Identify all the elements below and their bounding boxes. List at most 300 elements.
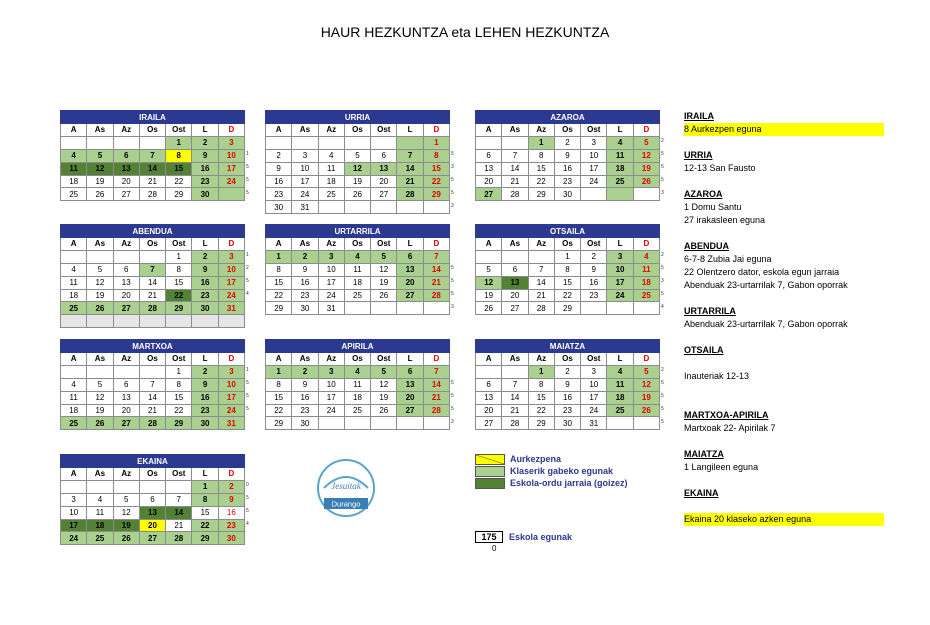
day-cell: 19 xyxy=(371,276,397,289)
weekday-header: As xyxy=(87,124,113,137)
day-cell xyxy=(476,136,502,149)
day-cell: 12 xyxy=(371,263,397,276)
weekday-header: A xyxy=(266,124,292,137)
week-count: 5 xyxy=(246,507,249,514)
week-count: 5 xyxy=(246,379,249,386)
day-cell xyxy=(192,315,218,328)
day-cell: 20 xyxy=(397,391,423,404)
day-cell: 29 xyxy=(528,417,554,430)
day-cell: 18 xyxy=(607,391,633,404)
day-cell: 30 xyxy=(192,188,218,201)
day-cell xyxy=(607,417,633,430)
day-cell: 12 xyxy=(87,391,113,404)
weekday-header: A xyxy=(476,353,502,366)
day-cell: 22 xyxy=(266,404,292,417)
legend-label: Aurkezpena xyxy=(510,454,562,464)
day-cell: 10 xyxy=(581,378,607,391)
day-cell xyxy=(292,136,318,149)
weekday-header: A xyxy=(61,238,87,251)
day-cell xyxy=(87,315,113,328)
day-cell: 17 xyxy=(292,175,318,188)
day-cell: 1 xyxy=(166,365,192,378)
day-cell: 20 xyxy=(113,175,139,188)
note-line: 6-7-8 Zubia Jai eguna xyxy=(684,254,772,264)
day-cell: 4 xyxy=(61,149,87,162)
day-cell: 23 xyxy=(192,289,218,302)
day-cell xyxy=(61,250,87,263)
day-cell: 21 xyxy=(139,289,165,302)
weekday-header: Az xyxy=(113,468,139,481)
day-cell: 8 xyxy=(166,378,192,391)
weekday-header: L xyxy=(192,124,218,137)
day-cell xyxy=(61,136,87,149)
day-cell: 19 xyxy=(476,289,502,302)
day-cell: 15 xyxy=(423,162,449,175)
day-cell: 10 xyxy=(292,162,318,175)
weekday-header: Ost xyxy=(166,238,192,251)
day-cell: 25 xyxy=(61,417,87,430)
day-cell: 5 xyxy=(371,365,397,378)
weekday-header: A xyxy=(476,124,502,137)
weekday-header: Ost xyxy=(581,124,607,137)
day-cell: 15 xyxy=(192,506,218,519)
day-cell: 11 xyxy=(61,162,87,175)
day-cell: 17 xyxy=(318,276,344,289)
day-cell: 25 xyxy=(607,404,633,417)
week-count: 5 xyxy=(451,379,454,386)
weekday-header: L xyxy=(607,238,633,251)
day-cell: 7 xyxy=(397,149,423,162)
week-count: 5 xyxy=(246,189,249,196)
month-otsaila xyxy=(475,224,664,315)
day-cell: 11 xyxy=(633,263,659,276)
day-cell: 21 xyxy=(528,289,554,302)
day-cell xyxy=(502,136,528,149)
day-cell: 24 xyxy=(318,289,344,302)
day-cell xyxy=(397,302,423,315)
day-cell: 28 xyxy=(528,302,554,315)
day-cell: 20 xyxy=(502,289,528,302)
day-cell: 12 xyxy=(113,506,139,519)
note-line xyxy=(684,500,884,513)
day-cell: 8 xyxy=(423,149,449,162)
month-ekaina xyxy=(60,454,249,545)
day-cell xyxy=(397,136,423,149)
note-heading: URRIA xyxy=(684,150,713,160)
weekday-header: As xyxy=(292,124,318,137)
day-cell: 6 xyxy=(397,250,423,263)
day-cell xyxy=(166,315,192,328)
weekday-header: Os xyxy=(139,353,165,366)
day-cell xyxy=(139,136,165,149)
day-cell: 22 xyxy=(266,289,292,302)
weekday-header: Os xyxy=(139,238,165,251)
day-cell: 7 xyxy=(139,149,165,162)
weekday-header: A xyxy=(476,238,502,251)
day-cell: 17 xyxy=(581,162,607,175)
week-count: 5 xyxy=(661,163,664,170)
day-cell: 30 xyxy=(192,417,218,430)
day-cell xyxy=(139,250,165,263)
weekday-header: Az xyxy=(318,124,344,137)
day-cell: 21 xyxy=(166,519,192,532)
note-line: 22 Olentzero dator, eskola egun jarraia xyxy=(684,267,840,277)
day-cell: 1 xyxy=(528,136,554,149)
day-cell: 14 xyxy=(502,391,528,404)
day-cell: 23 xyxy=(554,404,580,417)
weekday-header: L xyxy=(607,353,633,366)
weekday-header: Ost xyxy=(166,124,192,137)
school-days-value: 175 xyxy=(475,531,503,543)
day-cell: 3 xyxy=(218,136,244,149)
day-cell xyxy=(633,417,659,430)
day-cell: 30 xyxy=(554,417,580,430)
day-cell: 21 xyxy=(502,175,528,188)
day-cell: 28 xyxy=(502,417,528,430)
note-line: 27 irakasleen eguna xyxy=(684,215,766,225)
weekday-header: A xyxy=(61,468,87,481)
day-cell: 24 xyxy=(607,289,633,302)
day-cell: 7 xyxy=(139,378,165,391)
note-line: 12-13 San Fausto xyxy=(684,163,756,173)
day-cell: 31 xyxy=(581,417,607,430)
weekday-header: As xyxy=(502,238,528,251)
day-cell: 9 xyxy=(266,162,292,175)
week-count: 2 xyxy=(661,252,664,258)
weekday-header: Os xyxy=(554,238,580,251)
day-cell: 23 xyxy=(266,188,292,201)
weekday-header: D xyxy=(218,238,244,251)
weekday-header: D xyxy=(218,124,244,137)
month-title: ABENDUA xyxy=(61,225,245,238)
day-cell: 29 xyxy=(166,302,192,315)
day-cell xyxy=(528,250,554,263)
day-cell: 10 xyxy=(318,263,344,276)
day-cell: 27 xyxy=(397,289,423,302)
month-title: MAIATZA xyxy=(476,340,660,353)
day-cell xyxy=(607,188,633,201)
day-cell xyxy=(139,480,165,493)
day-cell: 19 xyxy=(344,175,370,188)
day-cell: 7 xyxy=(423,365,449,378)
day-cell: 15 xyxy=(166,162,192,175)
note-line: Abenduak 23-urtarrilak 7, Gabon oporrak xyxy=(684,280,848,290)
day-cell: 11 xyxy=(607,378,633,391)
day-cell: 26 xyxy=(633,175,659,188)
day-cell: 22 xyxy=(166,175,192,188)
day-cell: 14 xyxy=(139,391,165,404)
day-cell: 23 xyxy=(192,404,218,417)
day-cell: 27 xyxy=(113,188,139,201)
day-cell xyxy=(423,302,449,315)
note-line: Ekaina 20 klaseko azken eguna xyxy=(684,513,884,526)
day-cell: 3 xyxy=(318,365,344,378)
day-cell: 2 xyxy=(292,365,318,378)
day-cell: 19 xyxy=(371,391,397,404)
weekday-header: Ost xyxy=(371,353,397,366)
day-cell: 3 xyxy=(292,149,318,162)
weekday-header: A xyxy=(266,238,292,251)
day-cell: 14 xyxy=(166,506,192,519)
day-cell: 23 xyxy=(581,289,607,302)
day-cell: 1 xyxy=(166,136,192,149)
day-cell: 13 xyxy=(397,378,423,391)
day-cell: 17 xyxy=(607,276,633,289)
month-title: OTSAILA xyxy=(476,225,660,238)
day-cell: 5 xyxy=(87,263,113,276)
weekday-header: A xyxy=(61,124,87,137)
weekday-header: Az xyxy=(113,353,139,366)
day-cell xyxy=(87,250,113,263)
day-cell xyxy=(87,480,113,493)
day-cell: 6 xyxy=(371,149,397,162)
weekday-header: A xyxy=(266,353,292,366)
week-count: 5 xyxy=(661,150,664,157)
weekday-header: Az xyxy=(113,124,139,137)
day-cell: 17 xyxy=(218,162,244,175)
day-cell: 13 xyxy=(113,162,139,175)
day-cell: 16 xyxy=(581,276,607,289)
week-count: 0 xyxy=(246,482,249,488)
day-cell: 21 xyxy=(139,175,165,188)
month-title: MARTXOA xyxy=(61,340,245,353)
day-cell: 18 xyxy=(61,289,87,302)
day-cell: 18 xyxy=(318,175,344,188)
day-cell: 8 xyxy=(554,263,580,276)
day-cell: 26 xyxy=(371,404,397,417)
day-cell xyxy=(218,315,244,328)
weekday-header: Az xyxy=(113,238,139,251)
month-iraila xyxy=(60,110,249,201)
day-cell: 24 xyxy=(218,404,244,417)
weekday-header: Ost xyxy=(166,353,192,366)
month-urria xyxy=(265,110,454,214)
day-cell xyxy=(139,365,165,378)
weekday-header: As xyxy=(292,238,318,251)
week-count: 5 xyxy=(661,405,664,412)
day-cell: 25 xyxy=(87,532,113,545)
day-cell: 15 xyxy=(554,276,580,289)
day-cell: 2 xyxy=(192,365,218,378)
week-count: 5 xyxy=(451,189,454,196)
day-cell: 9 xyxy=(581,263,607,276)
day-cell: 15 xyxy=(266,276,292,289)
day-cell xyxy=(633,302,659,315)
day-cell: 23 xyxy=(218,519,244,532)
note-line xyxy=(684,357,884,370)
day-cell: 24 xyxy=(581,175,607,188)
note-line xyxy=(684,227,884,240)
week-count: 5 xyxy=(246,277,249,284)
day-cell xyxy=(344,417,370,430)
day-cell: 28 xyxy=(139,188,165,201)
day-cell: 3 xyxy=(218,250,244,263)
week-count: 5 xyxy=(246,405,249,412)
day-cell: 3 xyxy=(581,365,607,378)
day-cell: 24 xyxy=(218,289,244,302)
day-cell: 2 xyxy=(266,149,292,162)
day-cell: 22 xyxy=(423,175,449,188)
day-cell: 9 xyxy=(554,149,580,162)
weekday-header: As xyxy=(292,353,318,366)
day-cell: 5 xyxy=(113,493,139,506)
school-days-extra: 0 xyxy=(492,544,497,553)
day-cell: 2 xyxy=(192,250,218,263)
day-cell xyxy=(581,302,607,315)
weekday-header: D xyxy=(218,468,244,481)
weekday-header: L xyxy=(192,353,218,366)
day-cell: 16 xyxy=(292,391,318,404)
month-title: URTARRILA xyxy=(266,225,450,238)
day-cell: 6 xyxy=(397,365,423,378)
day-cell: 27 xyxy=(476,417,502,430)
legend-label: Klaserik gabeko egunak xyxy=(510,466,614,476)
day-cell: 7 xyxy=(502,149,528,162)
day-cell: 29 xyxy=(166,188,192,201)
legend-item xyxy=(475,477,628,489)
day-cell: 18 xyxy=(633,276,659,289)
legend-swatch xyxy=(475,454,505,465)
weekday-header: As xyxy=(502,353,528,366)
day-cell: 8 xyxy=(166,263,192,276)
day-cell: 14 xyxy=(423,263,449,276)
week-count: 5 xyxy=(661,264,664,271)
note-line: 1 Domu Santu xyxy=(684,202,742,212)
weekday-header: D xyxy=(423,238,449,251)
day-cell xyxy=(318,136,344,149)
weekday-header: As xyxy=(502,124,528,137)
note-line xyxy=(684,331,884,344)
day-cell: 10 xyxy=(218,263,244,276)
day-cell: 23 xyxy=(192,175,218,188)
weekday-header: Ost xyxy=(371,238,397,251)
week-count: 4 xyxy=(246,520,249,527)
day-cell: 10 xyxy=(581,149,607,162)
month-title: IRAILA xyxy=(61,111,245,124)
day-cell: 7 xyxy=(166,493,192,506)
day-cell: 30 xyxy=(266,201,292,214)
day-cell: 20 xyxy=(113,289,139,302)
day-cell: 1 xyxy=(554,250,580,263)
day-cell: 5 xyxy=(344,149,370,162)
day-cell: 4 xyxy=(318,149,344,162)
weekday-header: D xyxy=(218,353,244,366)
week-count: 5 xyxy=(661,418,664,425)
weekday-header: As xyxy=(87,353,113,366)
day-cell: 28 xyxy=(423,289,449,302)
weekday-header: Az xyxy=(318,353,344,366)
note-line: Inauteriak 12-13 xyxy=(684,371,750,381)
day-cell: 14 xyxy=(139,162,165,175)
weekday-header: Os xyxy=(344,124,370,137)
day-cell: 8 xyxy=(166,149,192,162)
day-cell: 14 xyxy=(502,162,528,175)
day-cell: 12 xyxy=(476,276,502,289)
day-cell: 22 xyxy=(528,404,554,417)
day-cell: 5 xyxy=(476,263,502,276)
day-cell: 9 xyxy=(192,263,218,276)
note-line: 8 Aurkezpen eguna xyxy=(684,123,884,136)
day-cell: 31 xyxy=(218,302,244,315)
week-count: 3 xyxy=(661,189,664,196)
week-count: 5 xyxy=(451,150,454,157)
day-cell: 17 xyxy=(61,519,87,532)
month-apirila xyxy=(265,339,454,430)
day-cell: 14 xyxy=(528,276,554,289)
week-count: 5 xyxy=(661,176,664,183)
day-cell: 30 xyxy=(192,302,218,315)
day-cell: 13 xyxy=(502,276,528,289)
month-azaroa xyxy=(475,110,664,201)
day-cell: 1 xyxy=(528,365,554,378)
day-cell: 4 xyxy=(607,365,633,378)
week-count: 5 xyxy=(246,494,249,501)
day-cell: 16 xyxy=(266,175,292,188)
day-cell: 4 xyxy=(633,250,659,263)
day-cell: 16 xyxy=(192,391,218,404)
note-line xyxy=(684,136,884,149)
week-count: 2 xyxy=(661,138,664,144)
week-count: 3 xyxy=(661,277,664,284)
legend xyxy=(475,453,628,489)
day-cell: 16 xyxy=(192,276,218,289)
note-heading: IRAILA xyxy=(684,111,714,121)
day-cell: 10 xyxy=(318,378,344,391)
day-cell: 8 xyxy=(266,378,292,391)
day-cell xyxy=(218,188,244,201)
day-cell: 9 xyxy=(218,493,244,506)
week-count: 1 xyxy=(246,252,249,258)
weekday-header: Az xyxy=(528,124,554,137)
weekday-header: Os xyxy=(139,124,165,137)
day-cell xyxy=(113,365,139,378)
day-cell: 25 xyxy=(607,175,633,188)
day-cell: 3 xyxy=(318,250,344,263)
note-heading: AZAROA xyxy=(684,189,723,199)
day-cell: 13 xyxy=(476,162,502,175)
day-cell: 8 xyxy=(192,493,218,506)
day-cell: 11 xyxy=(61,276,87,289)
day-cell: 6 xyxy=(113,378,139,391)
note-line xyxy=(684,474,884,487)
week-count: 5 xyxy=(451,264,454,271)
weekday-header: D xyxy=(423,124,449,137)
day-cell: 10 xyxy=(607,263,633,276)
day-cell: 28 xyxy=(139,417,165,430)
day-cell: 9 xyxy=(192,149,218,162)
day-cell xyxy=(139,315,165,328)
day-cell: 9 xyxy=(292,263,318,276)
day-cell: 19 xyxy=(633,162,659,175)
weekday-header: D xyxy=(633,124,659,137)
week-count: 2 xyxy=(661,367,664,373)
note-line: Martxoak 22- Apirilak 7 xyxy=(684,423,776,433)
day-cell xyxy=(87,136,113,149)
day-cell: 21 xyxy=(423,276,449,289)
day-cell: 12 xyxy=(344,162,370,175)
day-cell: 26 xyxy=(344,188,370,201)
day-cell: 19 xyxy=(633,391,659,404)
legend-item xyxy=(475,453,628,465)
day-cell: 21 xyxy=(502,404,528,417)
day-cell xyxy=(476,250,502,263)
day-cell: 27 xyxy=(371,188,397,201)
week-count: 1 xyxy=(246,150,249,157)
day-cell: 18 xyxy=(344,391,370,404)
day-cell: 12 xyxy=(87,276,113,289)
day-cell: 20 xyxy=(397,276,423,289)
day-cell: 1 xyxy=(192,480,218,493)
